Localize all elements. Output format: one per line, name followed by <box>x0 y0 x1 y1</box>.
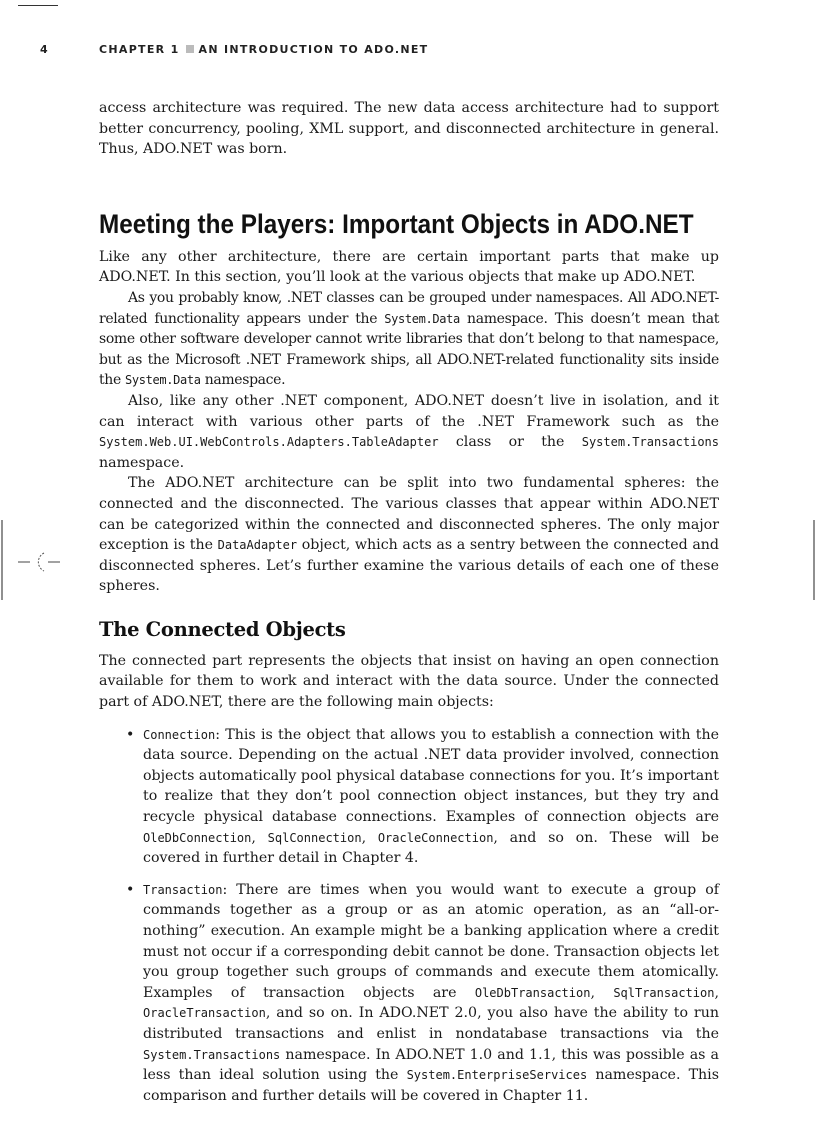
subsection-heading: The Connected Objects <box>99 617 346 641</box>
code-system-transactions: System.Transactions <box>581 435 719 450</box>
text-span: , and so on. These will be covered in further detail in Chapter 4. <box>143 829 719 867</box>
bullet-icon: • <box>126 726 135 743</box>
code-data-adapter: DataAdapter <box>217 538 298 553</box>
code-enterprise-services: System.EnterpriseServices <box>406 1068 588 1083</box>
text-span: class or the <box>438 434 582 451</box>
text-span: As you probably know, .NET classes can be grouped under namespaces. All ADO.NET-related functionality appears under the <box>99 289 719 327</box>
text-span: namespace. In ADO.NET 1.0 and 1.1, this was possible as a less than ideal solution using the <box>143 1046 719 1084</box>
section-paragraph-2 <box>99 288 719 391</box>
code-sqlconnection: SqlConnection <box>267 830 362 845</box>
text-span: Also, like any other .NET component, ADO.NET doesn’t live in isolation, and it can interact with various other parts of the .NET Framework such as the <box>99 392 719 430</box>
text-span: , and so on. In ADO.NET 2.0, you also have the ability to run distributed transactions and enlist in nondatabase transactions via the <box>143 1005 719 1042</box>
list-item-connection <box>99 725 719 869</box>
text-span: : There are times when you would want to execute a group of commands together as a group or as an atomic operation, as an “all-or-nothing” execution. An example might be a banking application where a credit must not occur if a corresponding debit cannot be done. Transaction objects let you group together such groups of commands and execute them atomically. Examples of transaction objects are <box>143 881 719 1001</box>
separator: , <box>361 829 378 846</box>
code-oracletransaction: OracleTransaction <box>143 1006 266 1021</box>
text-span: : This is the object that allows you to establish a connection with the data source. Depending on the actual .NET data provider involved, connection objects automatically pool physical database connections for you. It’s important to realize that they don’t pool connection object instances, but they try and recycle physical database connections. Examples of connection objects are <box>143 726 719 826</box>
code-system-transactions: System.Transactions <box>143 1047 281 1062</box>
top-rule <box>18 5 58 6</box>
code-sqltransaction: SqlTransaction <box>613 985 715 1000</box>
term-connection: Connection <box>143 727 216 742</box>
chapter-title: AN INTRODUCTION TO ADO.NET <box>198 43 429 56</box>
intro-paragraph: access architecture was required. The new data access architecture had to support better concurrency, pooling, XML support, and disconnected architecture in general. Thus, ADO.NET was born. <box>99 100 719 158</box>
code-oledbtransaction: OleDbTransaction <box>474 985 591 1000</box>
code-system-data: System.Data <box>124 373 201 388</box>
page-body <box>99 98 719 1117</box>
list-item-transaction <box>99 880 719 1107</box>
text-span: namespace. This doesn’t mean that some other software developer cannot write libraries that don’t belong to that namespace, but as the Microsoft .NET Framework ships, all ADO.NET-related functionality sits inside the <box>99 310 719 389</box>
separator: , <box>251 829 268 846</box>
separator: , <box>714 984 719 1001</box>
term-transaction: Transaction <box>143 882 223 897</box>
text-span: namespace. <box>200 372 286 389</box>
reg-circle-icon <box>38 553 44 571</box>
text-span: object, which acts as a sentry between the connected and disconnected spheres. Let’s further examine the various details of each one of these spheres. <box>99 537 720 595</box>
section-paragraph-1: Like any other architecture, there are certain important parts that make up ADO.NET. In this section, you’ll look at the various objects that make up ADO.NET. <box>99 248 719 286</box>
section-paragraph-4 <box>99 473 719 597</box>
chapter-number: CHAPTER 1 <box>99 43 180 56</box>
square-bullet-icon <box>186 45 194 53</box>
code-oledbconnection: OleDbConnection <box>143 830 252 845</box>
section-paragraph-3 <box>99 391 719 473</box>
code-oracleconnection: OracleConnection <box>377 830 494 845</box>
code-table-adapter: System.Web.UI.WebControls.Adapters.TableAdapter <box>99 435 439 450</box>
objects-list <box>99 725 719 1107</box>
text-span: namespace. <box>99 454 185 471</box>
bullet-icon: • <box>126 881 135 898</box>
separator: , <box>590 984 614 1001</box>
chapter-label <box>99 43 428 56</box>
code-system-data: System.Data <box>384 311 460 326</box>
page-number: 4 <box>40 43 49 56</box>
section-heading: Meeting the Players: Important Objects in ADO.NET <box>99 208 694 239</box>
subsection-paragraph-1: The connected part represents the objects that insist on having an open connection available for them to work and interact with the data source. Under the connected part of ADO.NET, there are the following main objects: <box>99 652 719 711</box>
text-span: The ADO.NET architecture can be split into two fundamental spheres: the connected and the disconnected. The various classes that appear within ADO.NET can be categorized within the connected and disconnected spheres. The only major exception is the <box>99 475 719 554</box>
text-span: namespace. This comparison and further details will be covered in Chapter 11. <box>143 1067 720 1104</box>
